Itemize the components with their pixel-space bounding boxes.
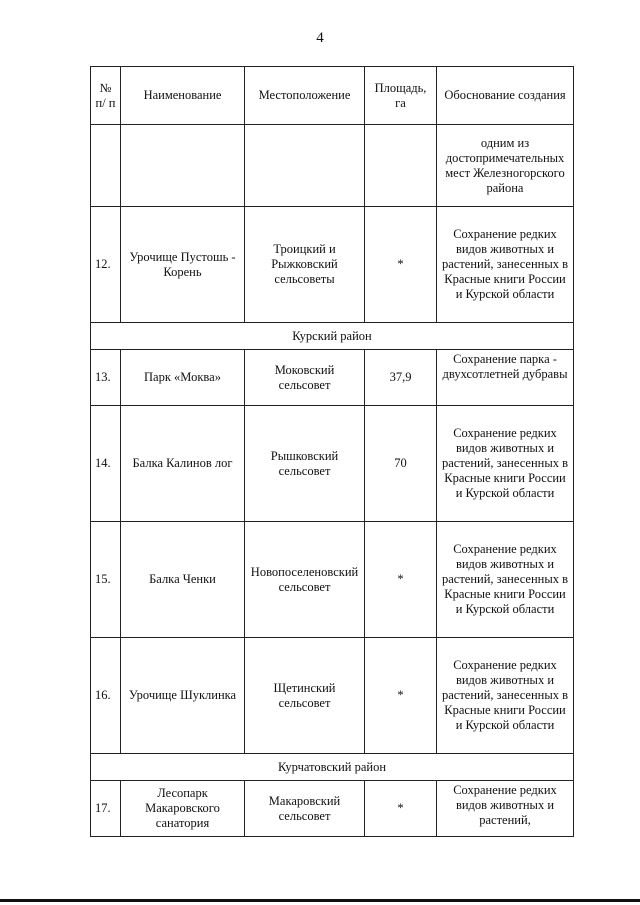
cell-basis: Сохранение редких видов животных и растений, занесенных в Красные книги России и Курской области: [437, 638, 574, 754]
table-row: [91, 522, 574, 638]
district-heading: Курчатовский район: [91, 754, 574, 781]
header-location: Местоположение: [245, 67, 365, 125]
header-row: [91, 67, 574, 125]
table-row: [91, 781, 574, 837]
cell-area: *: [365, 207, 437, 323]
cell-location: [245, 125, 365, 207]
cell-name: Урочище Шуклинка: [121, 638, 245, 754]
cell-basis: Сохранение парка - двухсотлетней дубравы: [437, 350, 574, 406]
protected-areas-table: [90, 66, 574, 837]
cell-num: 14.: [91, 406, 121, 522]
table-row: [91, 350, 574, 406]
table-row: [91, 406, 574, 522]
cell-area: *: [365, 638, 437, 754]
cell-location: Рышковский сельсовет: [245, 406, 365, 522]
header-area: Площадь, га: [365, 67, 437, 125]
header-basis: Обоснование создания: [437, 67, 574, 125]
cell-name: Балка Калинов лог: [121, 406, 245, 522]
cell-num: 12.: [91, 207, 121, 323]
cell-name: Лесопарк Макаровского санатория: [121, 781, 245, 837]
cell-name: Парк «Моква»: [121, 350, 245, 406]
cell-basis: Сохранение редких видов животных и растений, занесенных в Красные книги России и Курской области: [437, 406, 574, 522]
cell-area: [365, 125, 437, 207]
cell-location: Троицкий и Рыжковский сельсоветы: [245, 207, 365, 323]
cell-area: *: [365, 522, 437, 638]
table-row: [91, 125, 574, 207]
cell-basis: Сохранение редких видов животных и растений, занесенных в Красные книги России и Курской области: [437, 207, 574, 323]
cell-area: *: [365, 781, 437, 837]
cell-location: Моковский сельсовет: [245, 350, 365, 406]
district-heading: Курский район: [91, 323, 574, 350]
cell-name: Урочище Пустошь - Корень: [121, 207, 245, 323]
table-row: [91, 207, 574, 323]
cell-location: Макаровский сельсовет: [245, 781, 365, 837]
cell-basis: Сохранение редких видов животных и растений, занесенных в Красные книги России и Курской области: [437, 522, 574, 638]
table-row: [91, 638, 574, 754]
header-name: Наименование: [121, 67, 245, 125]
cell-area: 70: [365, 406, 437, 522]
cell-basis: Сохранение редких видов животных и растений,: [437, 781, 574, 837]
district-row: [91, 323, 574, 350]
cell-basis: одним из достопримечательных мест Железногорского района: [437, 125, 574, 207]
page-number: 4: [316, 30, 324, 46]
cell-num: 16.: [91, 638, 121, 754]
district-row: [91, 754, 574, 781]
cell-location: Щетинский сельсовет: [245, 638, 365, 754]
cell-area: 37,9: [365, 350, 437, 406]
cell-num: 15.: [91, 522, 121, 638]
page-bottom-rule: [0, 899, 640, 902]
cell-name: [121, 125, 245, 207]
cell-name: Балка Ченки: [121, 522, 245, 638]
cell-num: 13.: [91, 350, 121, 406]
cell-num: 17.: [91, 781, 121, 837]
header-num: № п/ п: [91, 67, 121, 125]
cell-location: Новопоселеновский сельсовет: [245, 522, 365, 638]
cell-num: [91, 125, 121, 207]
